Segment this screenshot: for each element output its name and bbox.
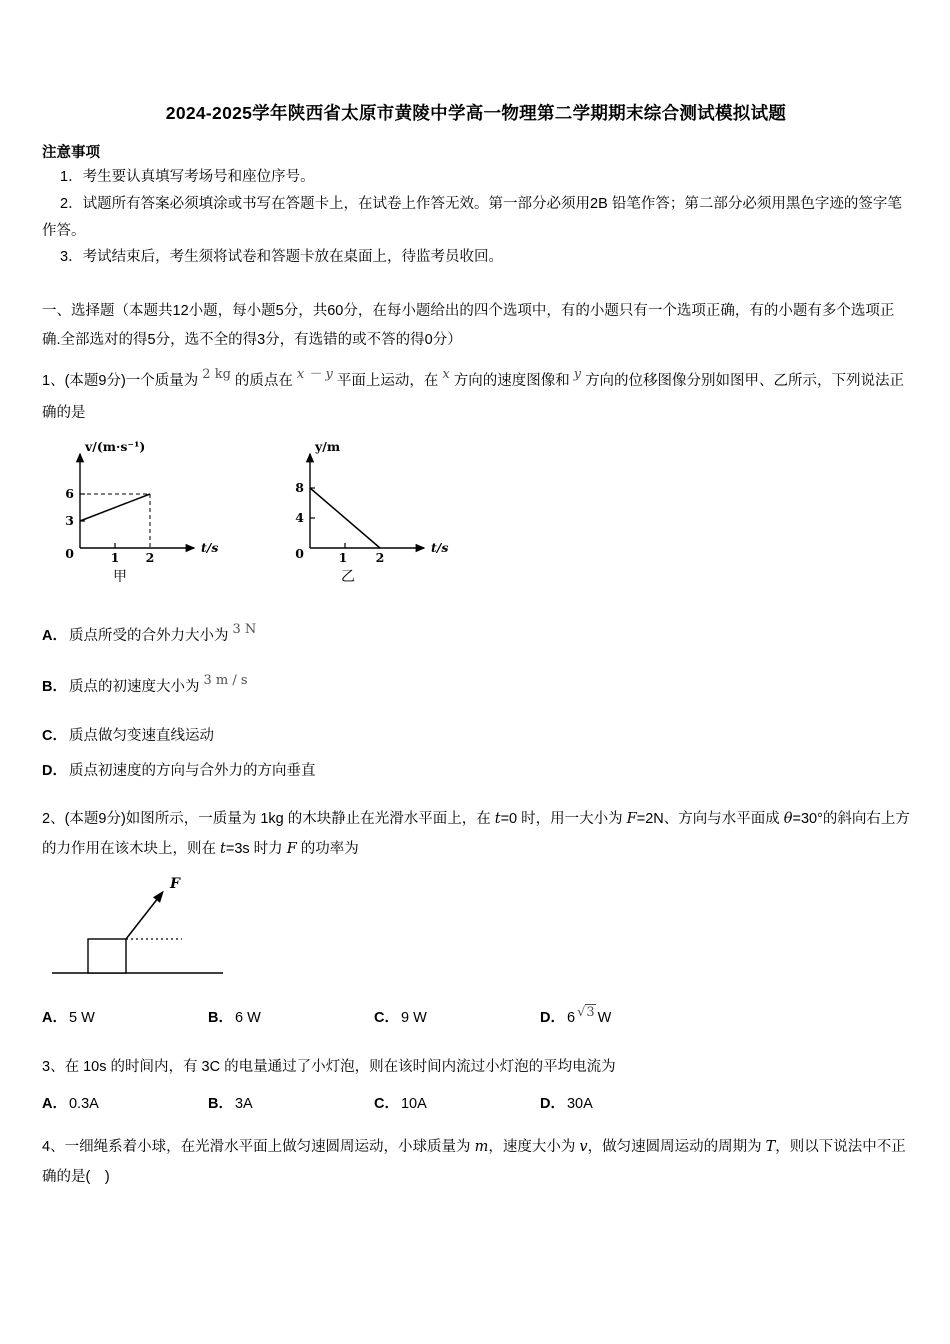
q4-text-2: ，速度大小为 <box>488 1139 580 1156</box>
graph-yi-ytick-8: 8 <box>295 479 304 495</box>
q4-text-4: ，则以下说法中不正确的是( ) <box>42 1139 906 1186</box>
q2-option-a-letter: A． <box>42 1009 67 1026</box>
q3-option-c <box>374 1092 540 1113</box>
graph-yi-xtick-2: 2 <box>375 549 385 565</box>
q1-text-2: 的质点在 <box>234 372 293 389</box>
q2-option-d-pre: 6 <box>566 1009 576 1026</box>
graph-jia-ytick-6: 6 <box>65 485 74 501</box>
graph-yi-ylabel: y/m <box>315 438 341 454</box>
graph-yi-ytick-4: 4 <box>295 509 304 525</box>
force-label: F <box>170 875 180 892</box>
q2-option-d <box>540 1006 706 1027</box>
radical-sign: √ <box>577 1004 586 1020</box>
q2-text-1: 2、(本题9分)如图所示，一质量为 1kg 的木块静止在光滑水平面上，在 <box>42 811 495 828</box>
q1-text-4: 方向的速度图像和 <box>453 372 570 389</box>
q3-option-c-letter: C． <box>374 1096 399 1113</box>
q3-option-d <box>540 1092 706 1113</box>
q1-option-a-letter: A． <box>42 627 67 644</box>
question-3-text: 3、在 10s 的时间内，有 3C 的电量通过了小灯泡，则在该时间内流过小灯泡的平均电流为 <box>42 1058 616 1075</box>
q3-option-d-text: 30A <box>566 1096 593 1113</box>
q1-option-b <box>42 672 910 699</box>
velocity-line <box>80 494 150 521</box>
q1-option-a <box>42 621 910 648</box>
q2-option-b <box>208 1006 374 1027</box>
question-1-text <box>42 366 910 430</box>
graph-jia-xtick-1: 1 <box>110 549 120 565</box>
q2-var-f2: F <box>286 841 297 858</box>
q2-text-2: =0 时，用一大小为 <box>500 811 627 828</box>
q1-math-y: y <box>573 366 582 382</box>
section-1-heading: 一、选择题（本题共12小题，每小题5分，共60分，在每小题给出的四个选项中，有的小题只有一个选项正确，有的小题有多个选项正确.全部选对的得5分，选不全的得3分，有选错的或不答的得0分） <box>42 303 895 348</box>
q4-var-T: T <box>765 1139 776 1156</box>
q3-option-b-letter: B． <box>208 1096 233 1113</box>
q2-option-b-text: 6 W <box>234 1009 261 1026</box>
q3-option-d-letter: D． <box>540 1096 565 1113</box>
displacement-time-graph-svg <box>278 436 468 588</box>
q2-text-5: =3s 时力 <box>225 841 287 858</box>
q1-option-b-letter: B． <box>42 678 67 695</box>
block <box>88 939 126 973</box>
question-4-text <box>42 1133 910 1192</box>
q1-option-a-text: 质点所受的合外力大小为 <box>68 627 229 644</box>
q2-option-a <box>42 1006 208 1027</box>
q2-option-c-letter: C． <box>374 1009 399 1026</box>
q3-option-a-letter: A． <box>42 1096 67 1113</box>
velocity-time-graph-svg <box>48 436 238 588</box>
note-item-3: 3．考试结束后，考生须将试卷和答题卡放在桌面上，待监考员收回。 <box>60 249 504 266</box>
q3-option-b <box>208 1092 374 1113</box>
q1-option-c-letter: C． <box>42 727 67 744</box>
q3-option-a <box>42 1092 208 1113</box>
q2-option-d-letter: D． <box>540 1009 565 1026</box>
graph-jia-xtick-2: 2 <box>145 549 155 565</box>
graph-jia-ytick-3: 3 <box>65 512 74 528</box>
q2-options <box>42 1006 910 1027</box>
graph-jia-ylabel: v/(m·s⁻¹) <box>85 438 146 454</box>
question-2-figure <box>48 873 910 990</box>
question-1-figures <box>48 436 910 593</box>
q2-text-4: =30°的斜向右上方的力作用在该木块上，则在 <box>42 811 910 858</box>
force-block-diagram <box>48 873 328 985</box>
q2-option-b-letter: B． <box>208 1009 233 1026</box>
q1-option-a-math: 3 N <box>232 621 257 637</box>
velocity-time-graph <box>48 436 238 593</box>
q4-text-1: 4、一细绳系着小球，在光滑水平面上做匀速圆周运动，小球质量为 <box>42 1139 475 1156</box>
q1-option-d-text: 质点初速度的方向与合外力的方向垂直 <box>68 763 316 780</box>
q1-option-d-letter: D． <box>42 763 67 780</box>
graph-yi-xlabel: t/s <box>431 539 449 555</box>
graph-yi-origin: 0 <box>295 545 304 561</box>
note-item-1: 1．考生要认真填写考场号和座位序号。 <box>60 169 315 185</box>
q2-text-6: 的功率为 <box>296 841 359 858</box>
q3-option-b-text: 3A <box>234 1096 253 1113</box>
page-title: 2024-2025学年陕西省太原市黄陵中学高一物理第二学期期末综合测试模拟试题 <box>165 103 787 123</box>
q1-math-x: x <box>442 366 450 382</box>
q1-option-c-text: 质点做匀变速直线运动 <box>68 727 214 744</box>
q2-option-d-suffix: W <box>597 1009 612 1026</box>
graph-yi-caption: 乙 <box>341 567 355 584</box>
q1-math-mass: 2 kg <box>202 366 231 382</box>
q1-option-b-math: 3 m / s <box>203 672 248 688</box>
displacement-time-graph <box>278 436 468 593</box>
q1-option-b-text: 质点的初速度大小为 <box>68 678 200 695</box>
note-item-2: 2．试题所有答案必须填涂或书写在答题卡上，在试卷上作答无效。第一部分必须用2B 铅笔作答；第二部分必须用黑色字迹的签字笔作答。 <box>42 195 902 239</box>
graph-yi-xtick-1: 1 <box>338 549 348 565</box>
displacement-line <box>310 488 380 548</box>
q1-math-xy-plane: x － y <box>296 366 333 382</box>
graph-jia-xlabel: t/s <box>201 539 219 555</box>
question-2-text <box>42 805 910 864</box>
q4-text-3: ，做匀速圆周运动的周期为 <box>587 1139 766 1156</box>
q3-option-c-text: 10A <box>400 1096 427 1113</box>
q2-option-d-sqrt <box>577 1005 596 1020</box>
q2-var-t2: t <box>220 841 226 858</box>
q1-option-c <box>42 725 910 748</box>
q1-text-5: 方向的位移图像分别如图甲、乙所示，下列说法正确的是 <box>42 372 905 421</box>
q3-option-a-text: 0.3A <box>68 1096 99 1113</box>
q4-var-v: v <box>579 1139 588 1156</box>
q1-text-1: 1、(本题9分)一个质量为 <box>42 372 199 389</box>
q2-var-t1: t <box>494 811 501 828</box>
q2-option-a-text: 5 W <box>68 1009 95 1026</box>
q1-text-3: 平面上运动，在 <box>336 372 439 389</box>
q2-var-f1: F <box>626 811 637 828</box>
radicand: 3 <box>586 1004 595 1020</box>
graph-jia-caption: 甲 <box>113 567 127 584</box>
graph-jia-origin: 0 <box>65 545 74 561</box>
q4-var-m: m <box>474 1139 489 1156</box>
q2-option-c-text: 9 W <box>400 1009 427 1026</box>
q2-text-3: =2N、方向与水平面成 <box>636 811 784 828</box>
notes-heading: 注意事项 <box>42 145 100 161</box>
force-arrow <box>126 893 162 939</box>
q1-option-d <box>42 760 910 783</box>
q3-options <box>42 1092 910 1113</box>
q2-var-theta: θ <box>783 811 793 828</box>
q2-option-c <box>374 1006 540 1027</box>
